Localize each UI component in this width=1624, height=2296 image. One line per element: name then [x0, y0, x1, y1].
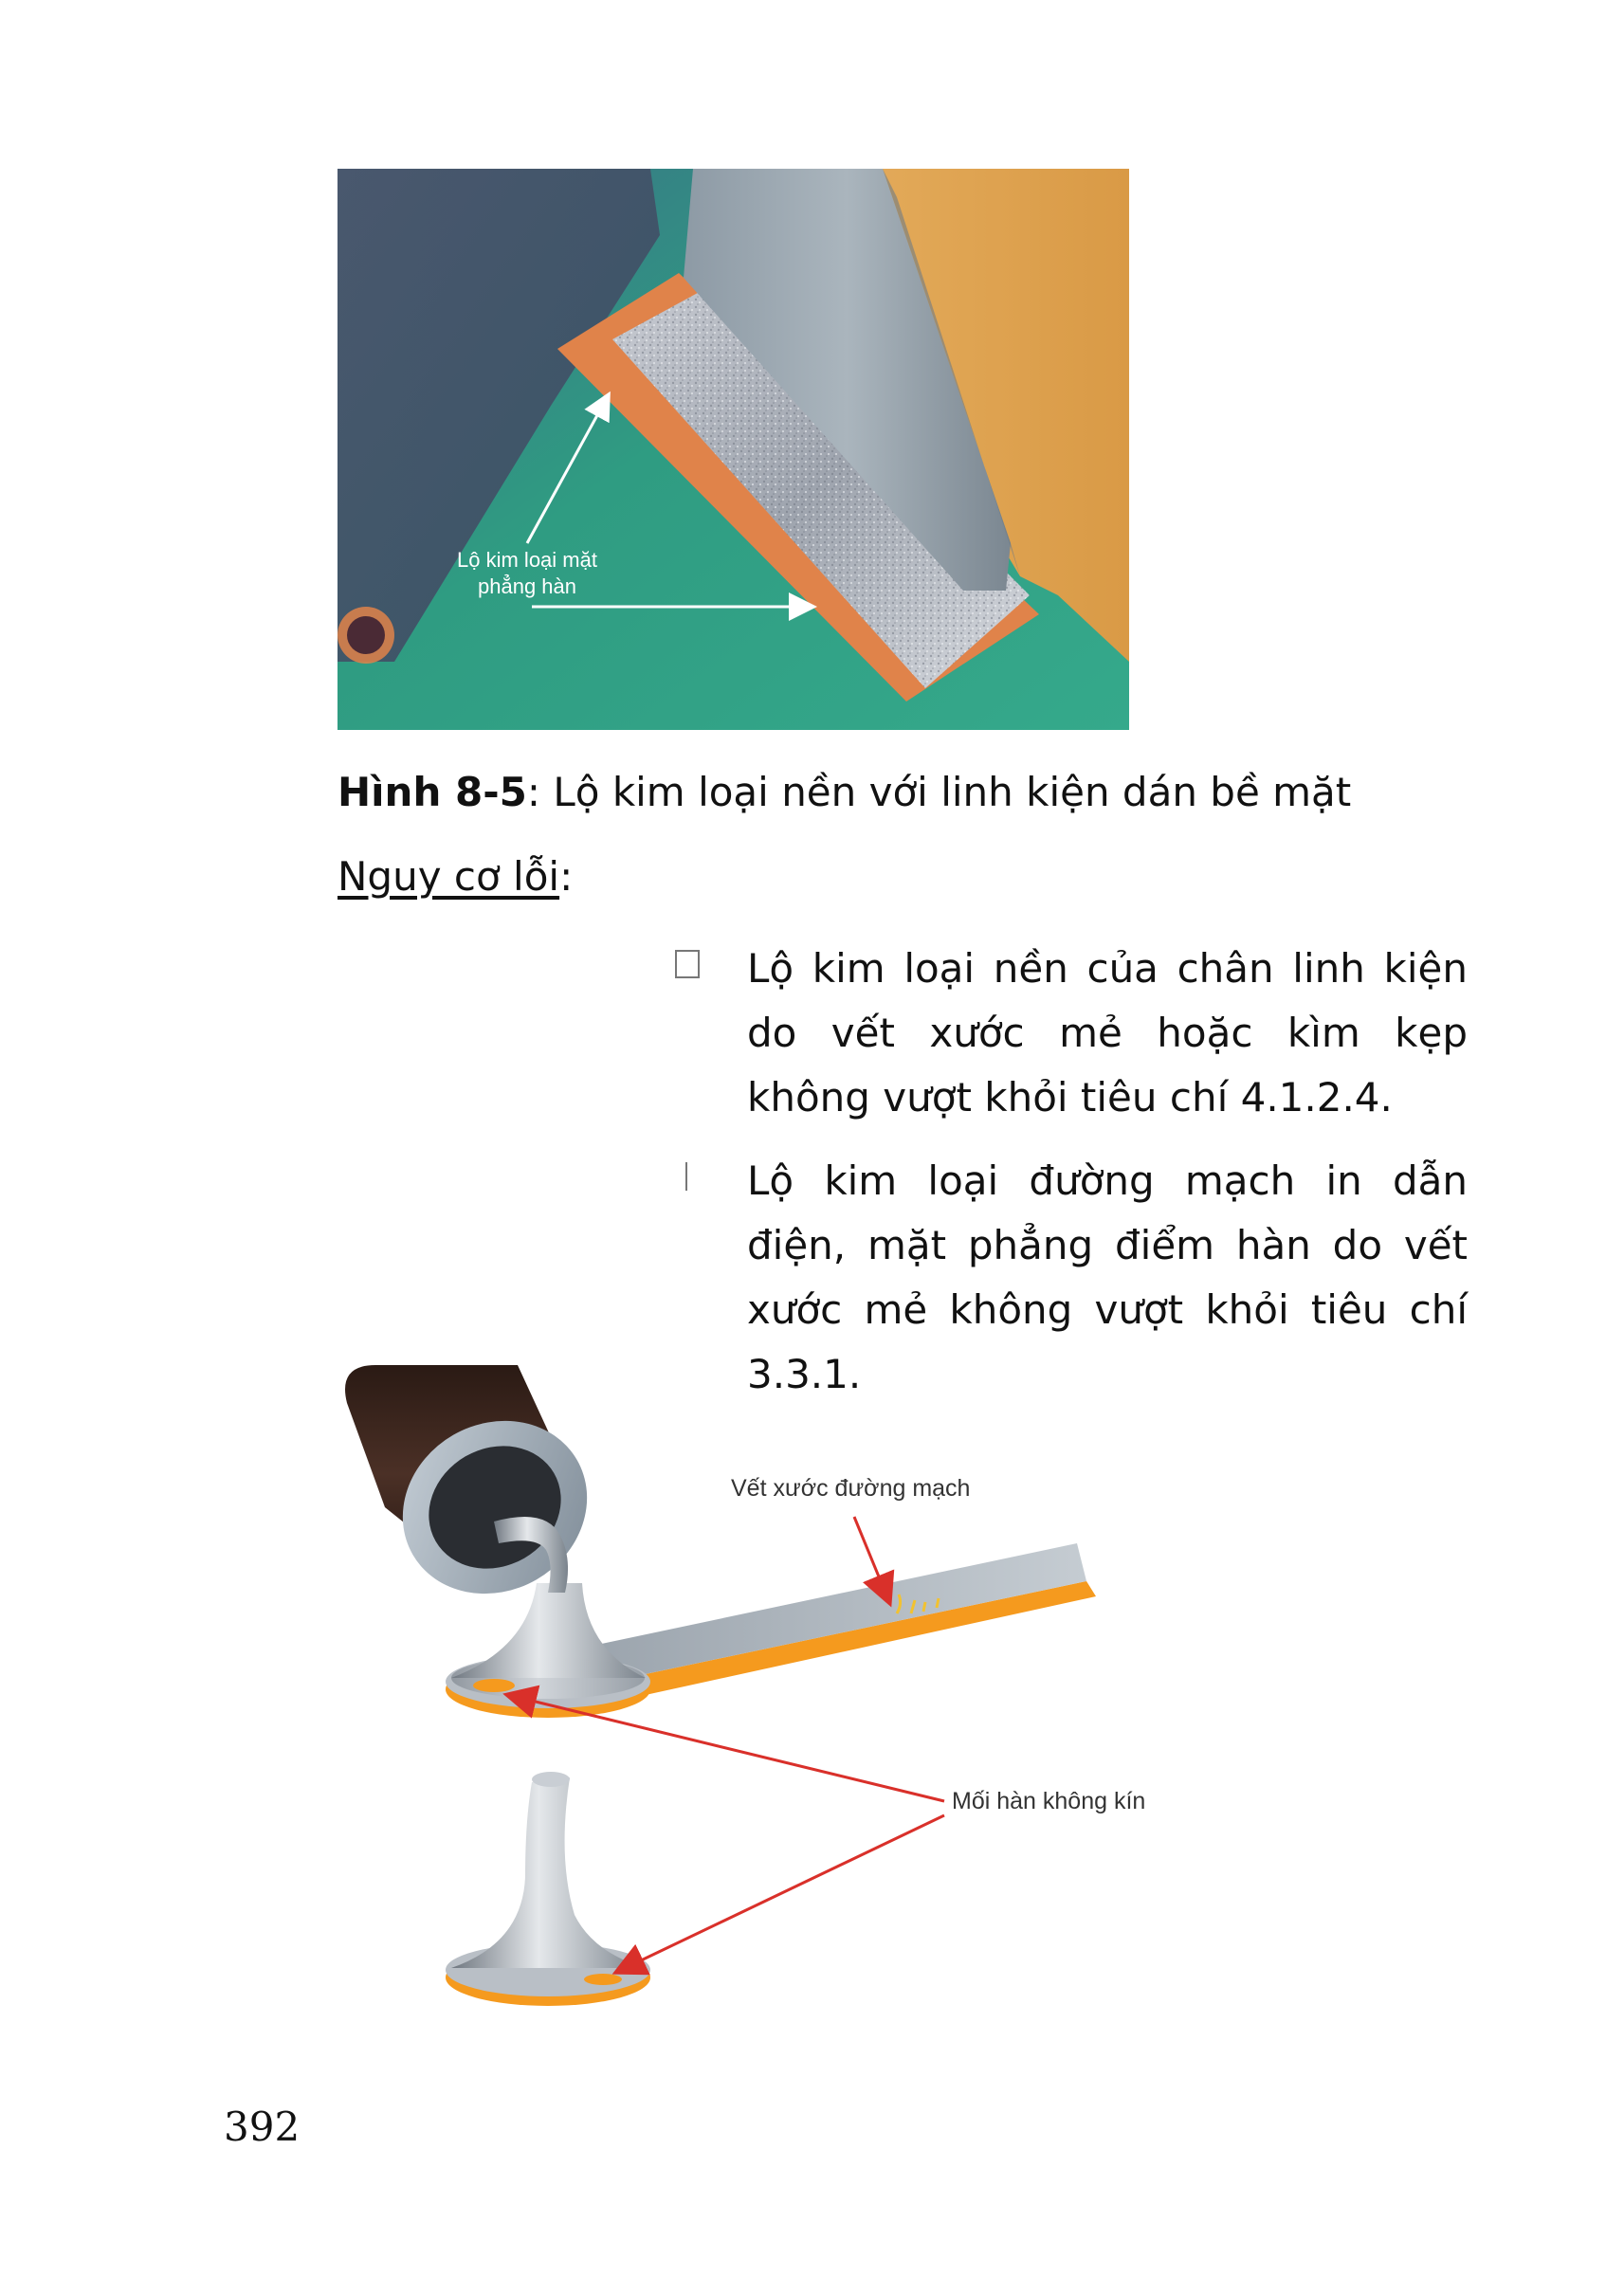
diagram-scratched-trace	[338, 1365, 1229, 2057]
arrow-to-upper-joint	[508, 1695, 944, 1801]
risk-bullet-list	[675, 937, 1468, 1426]
annotation-line2: phẳng hàn	[478, 574, 576, 598]
bar-bullet-icon	[685, 1162, 687, 1191]
figure-number: Hình 8-5	[338, 769, 527, 815]
page-number: 392	[224, 2104, 301, 2150]
risk-bullet-1	[675, 937, 1468, 1130]
risk-bullet-text-1: Lộ kim loại nền của chân linh kiện do vết xước mẻ hoặc kìm kẹp không vượt khỏi tiêu chí 4.1.2.4.	[747, 945, 1468, 1121]
risk-bullet-text-2: Lộ kim loại đường mạch in dẫn điện, mặt phẳng điểm hàn do vết xước mẻ không vượt khỏi tiêu chí 3.3.1.	[747, 1157, 1468, 1397]
caption-text: Lộ kim loại nền với linh kiện dán bề mặt	[540, 769, 1352, 815]
annotation-line1: Lộ kim loại mặt	[457, 548, 597, 572]
label-open-joint: Mối hàn không kín	[952, 1788, 1146, 1814]
lower-lead-top	[532, 1772, 570, 1787]
label-trace-scratch: Vết xước đường mạch	[731, 1475, 971, 1502]
photo-exposed-basis-metal	[338, 169, 1129, 730]
figure-caption	[338, 766, 1351, 819]
pcb-trace	[575, 1543, 1086, 1687]
lower-exposed-spot	[584, 1974, 622, 1985]
risk-heading	[338, 850, 573, 903]
risk-heading-text: Nguy cơ lỗi	[338, 853, 560, 900]
caption-separator: :	[526, 769, 541, 815]
upper-solder-base	[451, 1657, 645, 1699]
upper-exposed-spot	[473, 1679, 515, 1692]
square-bullet-icon	[675, 950, 700, 978]
arrow-to-lower-joint	[617, 1815, 944, 1972]
lower-solder-fillet	[451, 1777, 646, 1968]
risk-heading-colon: :	[559, 853, 574, 900]
via-hole	[347, 616, 385, 654]
